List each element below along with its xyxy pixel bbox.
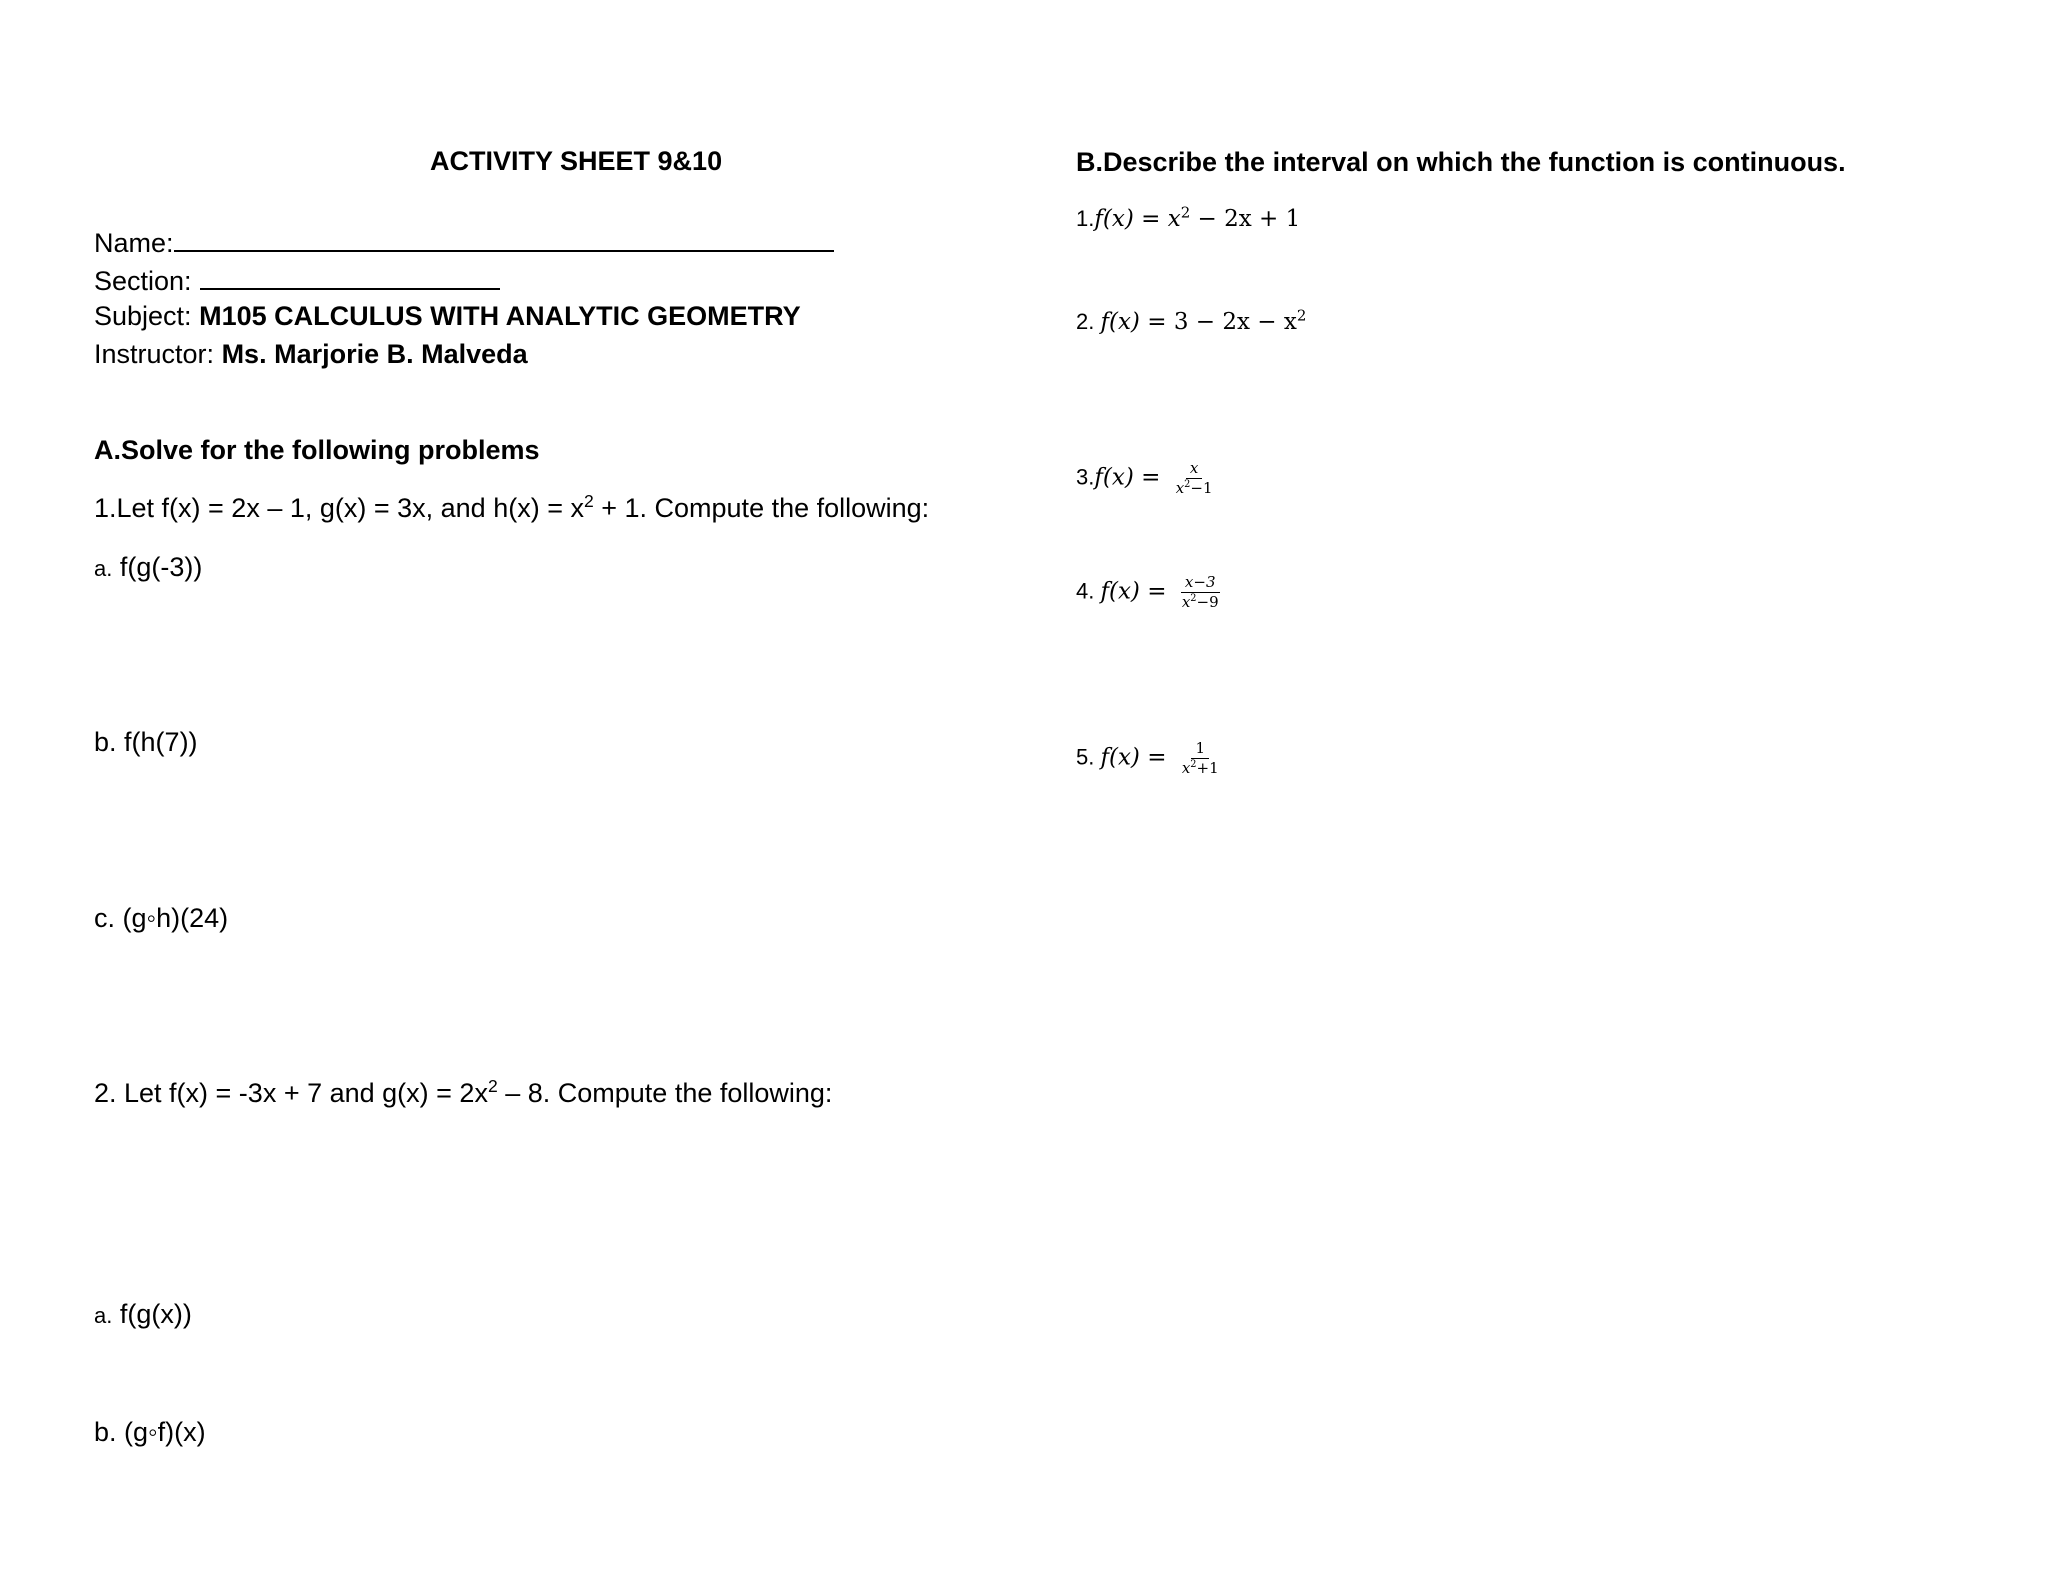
part-b-item-5: 5. f(x) = $\frac{1}{x^2+1}$ bbox=[1076, 740, 1223, 777]
problem-1-item-a: a. f(g(-3)) bbox=[94, 552, 203, 582]
problem-2-item-b: b. (g◦f)(x) bbox=[94, 1417, 206, 1447]
fraction: $\frac{x-3}{x^2-9}$ bbox=[1181, 573, 1219, 611]
problem-2-item-a: a. f(g(x)) bbox=[94, 1299, 192, 1329]
fraction: $\frac{x}{x^2-1}$ bbox=[1175, 459, 1213, 497]
part-b-item-1: $1.f(x) = x^2 - 2x + 1$ bbox=[1076, 203, 1301, 232]
instructor-row bbox=[94, 338, 528, 370]
name-label: Name: bbox=[94, 228, 174, 258]
name-field-row bbox=[94, 224, 834, 259]
problem-1-prompt: 1.Let f(x) = 2x – 1, g(x) = 3x, and $h(x) = x^2 + 1$. Compute the following: bbox=[94, 491, 930, 523]
section-field-row bbox=[94, 262, 500, 297]
fraction: $\frac{1}{x^2+1}$ bbox=[1181, 739, 1219, 777]
section-label: Section: bbox=[94, 266, 192, 296]
problem-2-prompt: 2. Let f(x) = -3x + 7 and $g(x) = 2x^2 - 8$. Compute the following: bbox=[94, 1076, 833, 1108]
part-b-item-3: 3.f(x) = $\frac{x}{x^2-1}$ bbox=[1076, 460, 1217, 497]
subject-value: M105 CALCULUS WITH ANALYTIC GEOMETRY bbox=[199, 301, 801, 331]
part-a-heading: A.Solve for the following problems bbox=[94, 435, 540, 465]
subject-row bbox=[94, 300, 801, 332]
page-title: ACTIVITY SHEET 9&10 bbox=[430, 146, 723, 176]
instructor-value: Ms. Marjorie B. Malveda bbox=[221, 339, 528, 369]
section-blank-line[interactable] bbox=[200, 262, 500, 290]
part-b-item-4: 4. f(x) = $\frac{x-3}{x^2-9}$ bbox=[1076, 574, 1223, 611]
part-b-item-2: 2. $f(x) = 3 - 2x - x^2$ bbox=[1076, 306, 1307, 335]
problem-1-item-c: c. (g◦h)(24) bbox=[94, 903, 229, 933]
subject-label: Subject: bbox=[94, 301, 192, 331]
problem-1-item-b: b. f(h(7)) bbox=[94, 727, 198, 757]
instructor-label: Instructor: bbox=[94, 339, 215, 369]
part-b-heading: B.Describe the interval on which the function is continuous. bbox=[1076, 147, 1846, 177]
name-blank-line[interactable] bbox=[174, 224, 834, 252]
